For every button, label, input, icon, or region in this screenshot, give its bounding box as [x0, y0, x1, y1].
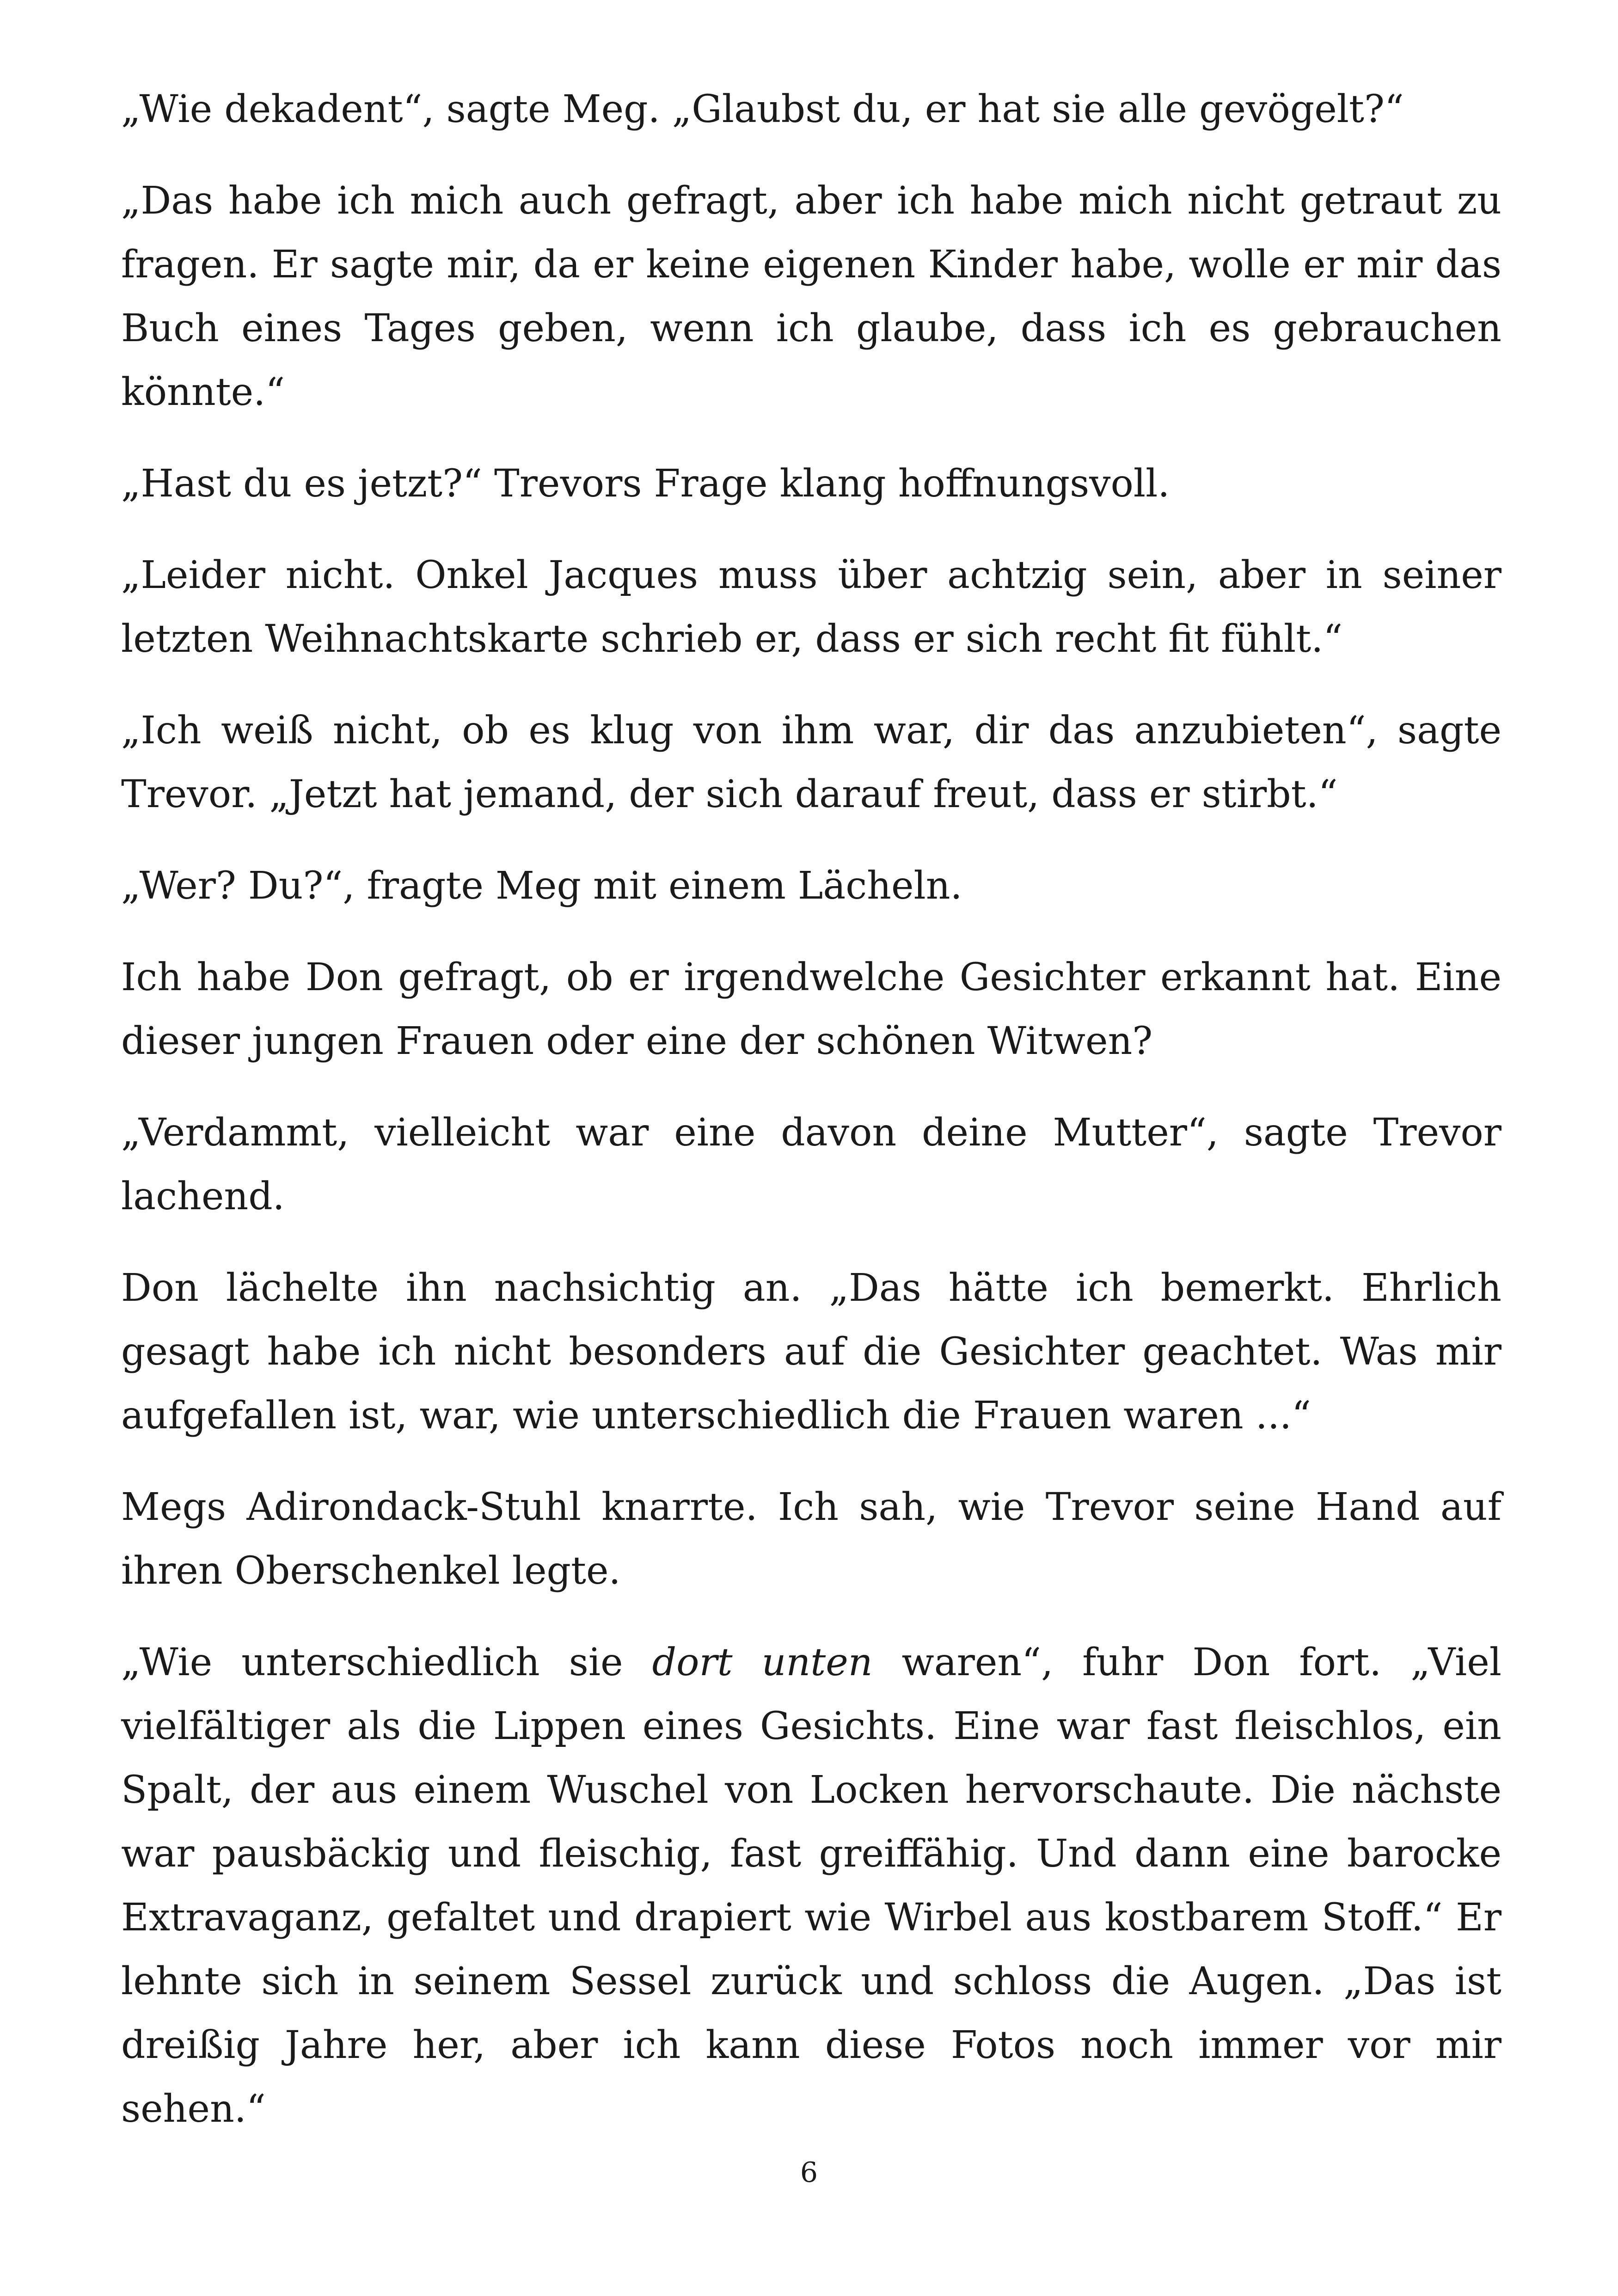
paragraph: „Hast du es jetzt?“ Trevors Frage klang hoffnungsvoll. — [121, 462, 1170, 506]
paragraph: „Wie dekadent“, sagte Meg. „Glaubst du, er hat sie alle gevögelt?“ — [121, 87, 1404, 131]
paragraph: Ich habe Don gefragt, ob er irgendwelche Gesichter erkannt hat. Eine dieser jungen Frauen oder eine der schönen Witwen? — [121, 955, 1502, 1063]
paragraph: „Das habe ich mich auch gefragt, aber ich habe mich nicht getraut zu fragen. Er sagte mir, da er keine eigenen Kinder habe, wolle er mir das Buch eines Tages geben, wenn ich glaube, dass ich es gebrauchen könnte.“ — [121, 179, 1502, 414]
paragraph: „Wer? Du?“, fragte Meg mit einem Lächeln. — [121, 864, 962, 908]
paragraph-text: „Wie unterschiedlich sie — [121, 1641, 652, 1684]
paragraph — [121, 1631, 1502, 2141]
page-body — [121, 78, 1502, 2169]
paragraph: Megs Adirondack-Stuhl knarrte. Ich sah, wie Trevor seine Hand auf ihren Oberschenkel legte. — [121, 1485, 1502, 1593]
page-number: 6 — [800, 2156, 818, 2189]
paragraph: „Ich weiß nicht, ob es klug von ihm war, dir das anzubieten“, sagte Trevor. „Jetzt hat jemand, der sich darauf freut, dass er stirbt.“ — [121, 709, 1502, 816]
paragraph: „Verdammt, vielleicht war eine davon deine Mutter“, sagte Trevor lachend. — [121, 1111, 1502, 1218]
paragraph: Don lächelte ihn nachsichtig an. „Das hätte ich bemerkt. Ehrlich gesagt habe ich nicht besonders auf die Gesichter geachtet. Was mir aufgefallen ist, war, wie unterschiedlich die Frauen waren ...“ — [121, 1266, 1502, 1438]
emphasis-text: dort unten — [652, 1641, 873, 1684]
paragraph-text: waren“, fuhr Don fort. „Viel vielfältiger als die Lippen eines Gesichts. Eine war fast fleischlos, ein Spalt, der aus einem Wuschel von Locken hervorschaute. Die nächste war pausbäckig und fleischig, fast greiffähig. Und dann eine barocke Extravaganz, gefaltet und drapiert wie Wirbel aus kostbarem Stoff.“ Er lehnte sich in seinem Sessel zurück und schloss die Augen. „Das ist dreißig Jahre her, aber ich kann diese Fotos noch immer vor mir sehen.“ — [121, 1641, 1502, 2131]
paragraph: „Leider nicht. Onkel Jacques muss über achtzig sein, aber in seiner letzten Weihnachtskarte schrieb er, dass er sich recht fit fühlt.“ — [121, 553, 1502, 661]
